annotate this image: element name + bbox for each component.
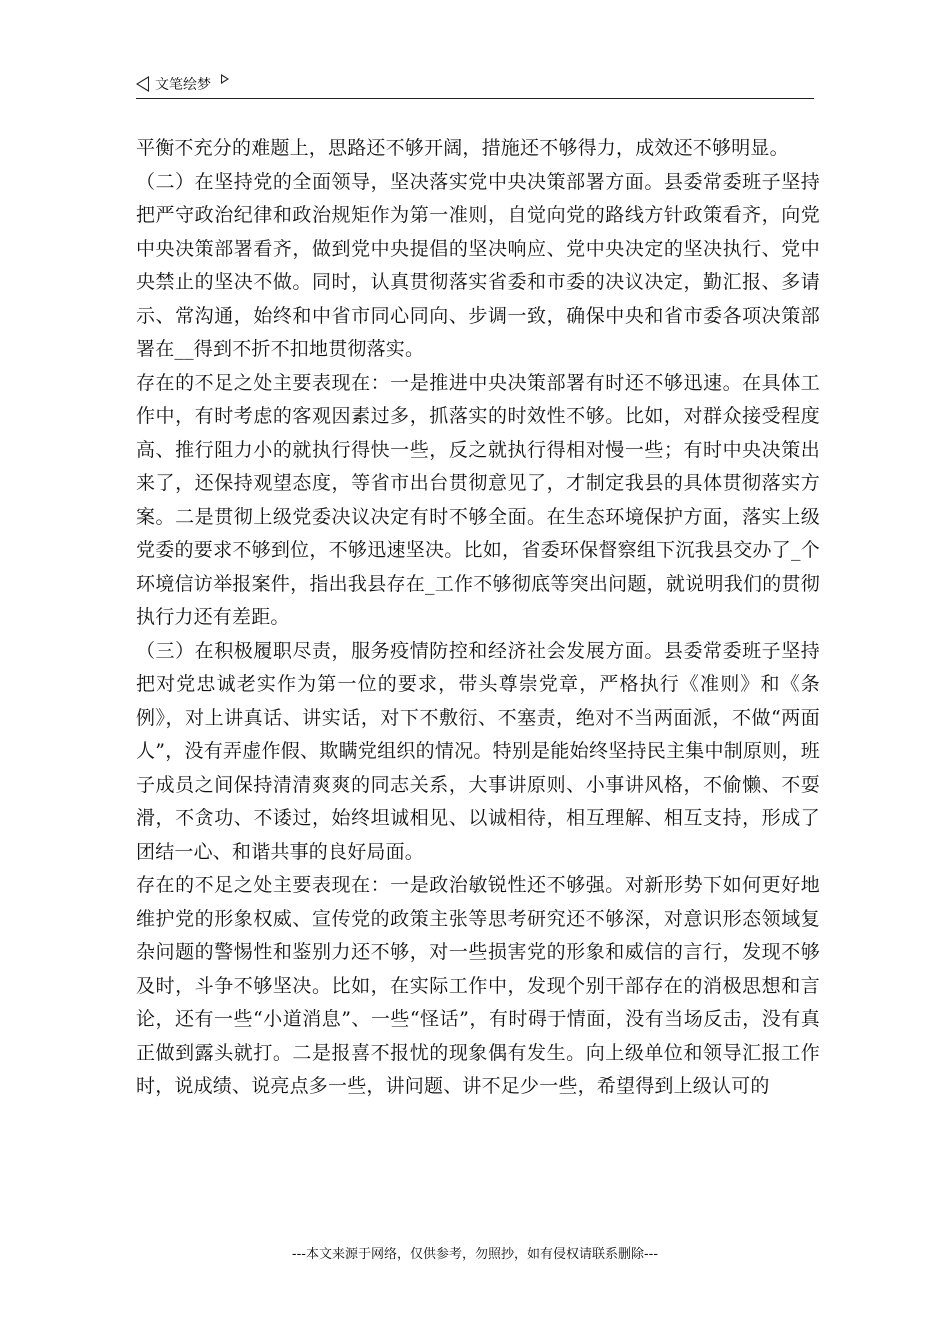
paragraph: （三）在积极履职尽责，服务疫情防控和经济社会发展方面。县委常委班子坚持把对党忠诚老实作为第一位的要求，带头尊崇党章，严格执行《准则》和《条例》，对上讲真话、讲实话，对下不敷衍、不塞责，绝对不当两面派，不做“两面人”，没有弄虚作假、欺瞒党组织的情况。特别是能始终坚持民主集中制原则，班子成员之间保持清清爽爽的同志关系，大事讲原则、小事讲风格，不偷懒、不耍滑，不贪功、不诿过，始终坦诚相见、以诚相待，相互理解、相互支持，形成了团结一心、和谐共事的良好局面。 <box>136 639 820 863</box>
footer-notice: ---本文来源于网络，仅供参考，勿照抄，如有侵权请联系删除--- <box>291 1247 659 1262</box>
paragraph: 平衡不充分的难题上，思路还不够开阔，措施还不够得力，成效还不够明显。 <box>136 137 789 159</box>
triangle-right-outline-icon <box>221 74 229 84</box>
triangle-left-outline-icon <box>136 76 149 92</box>
page-header <box>136 72 814 99</box>
paragraph: （二）在坚持党的全面领导，坚决落实党中央决策部署方面。县委常委班子坚持把严守政治纪律和政治规矩作为第一准则，自觉向党的路线方针政策看齐，向党中央决策部署看齐，做到党中央提倡的坚决响应、党中央决定的坚决执行、党中央禁止的坚决不做。同时，认真贯彻落实省委和市委的决议决定，勤汇报、多请示、常沟通，始终和中省市同心同向、步调一致，确保中央和省市委各项决策部署在__得到不折不扣地贯彻落实。 <box>136 170 820 360</box>
paragraph: 存在的不足之处主要表现在：一是政治敏锐性还不够强。对新形势下如何更好地维护党的形象权威、宣传党的政策主张等思考研究还不够深，对意识形态领域复杂问题的警惕性和鉴别力还不够，对一些损害党的形象和威信的言行，发现不够及时，斗争不够坚决。比如，在实际工作中，发现个别干部存在的消极思想和言论，还有一些“小道消息”、一些“怪话”，有时碍于情面，没有当场反击，没有真正做到露头就打。二是报喜不报忧的现象偶有发生。向上级单位和领导汇报工作时，说成绩、说亮点多一些，讲问题、讲不足少一些，希望得到上级认可的 <box>136 874 820 1097</box>
brand-label: 文笔绘梦 <box>155 77 211 93</box>
document-body <box>136 132 820 1104</box>
paragraph: 存在的不足之处主要表现在：一是推进中央决策部署有时还不够迅速。在具体工作中，有时考虑的客观因素过多，抓落实的时效性不够。比如，对群众接受程度高、推行阻力小的就执行得快一些，反之就执行得相对慢一些；有时中央决策出来了，还保持观望态度，等省市出台贯彻意见了，才制定我县的具体贯彻落实方案。二是贯彻上级党委决议决定有时不够全面。在生态环境保护方面，落实上级党委的要求不够到位，不够迅速坚决。比如，省委环保督察组下沉我县交办了_个环境信访举报案件，指出我县存在_工作不够彻底等突出问题，就说明我们的贯彻执行力还有差距。 <box>136 371 820 628</box>
header-brand <box>136 74 229 94</box>
